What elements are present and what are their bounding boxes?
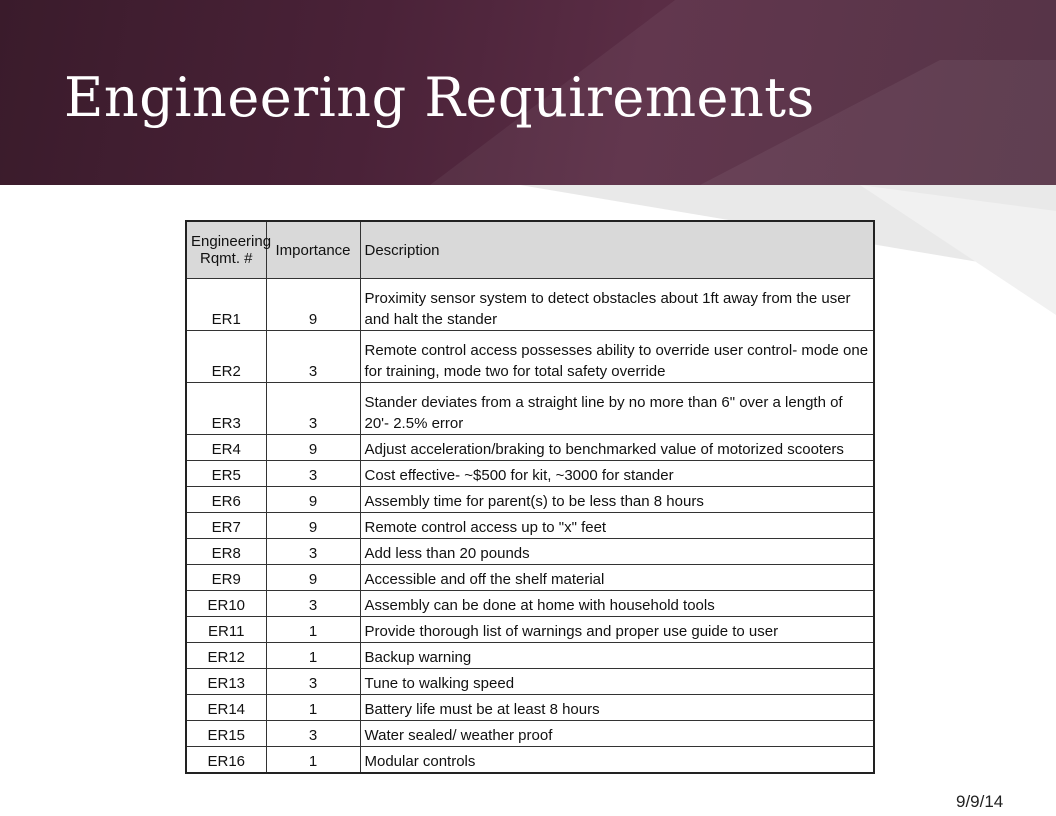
requirement-description: Provide thorough list of warnings and proper use guide to user bbox=[360, 617, 874, 643]
table-row bbox=[186, 331, 874, 383]
requirement-importance: 3 bbox=[266, 461, 360, 487]
requirement-description: Proximity sensor system to detect obstacles about 1ft away from the user and halt the stander bbox=[360, 279, 874, 331]
requirement-description: Add less than 20 pounds bbox=[360, 539, 874, 565]
table-row bbox=[186, 383, 874, 435]
requirement-importance: 1 bbox=[266, 695, 360, 721]
requirement-description: Backup warning bbox=[360, 643, 874, 669]
requirement-description: Remote control access up to "x" feet bbox=[360, 513, 874, 539]
requirement-id: ER9 bbox=[186, 565, 266, 591]
requirement-id: ER1 bbox=[186, 279, 266, 331]
header-row bbox=[186, 221, 874, 279]
requirement-description: Assembly can be done at home with household tools bbox=[360, 591, 874, 617]
table-row bbox=[186, 747, 874, 774]
requirement-id: ER5 bbox=[186, 461, 266, 487]
requirement-importance: 3 bbox=[266, 721, 360, 747]
requirement-importance: 3 bbox=[266, 591, 360, 617]
requirement-description: Cost effective- ~$500 for kit, ~3000 for stander bbox=[360, 461, 874, 487]
table-row bbox=[186, 669, 874, 695]
table-row bbox=[186, 487, 874, 513]
requirement-id: ER3 bbox=[186, 383, 266, 435]
requirement-description: Tune to walking speed bbox=[360, 669, 874, 695]
table-row bbox=[186, 695, 874, 721]
table-row bbox=[186, 721, 874, 747]
requirement-id: ER10 bbox=[186, 591, 266, 617]
requirement-id: ER14 bbox=[186, 695, 266, 721]
requirement-importance: 1 bbox=[266, 747, 360, 774]
requirement-importance: 3 bbox=[266, 383, 360, 435]
table-row bbox=[186, 461, 874, 487]
requirement-id: ER4 bbox=[186, 435, 266, 461]
requirement-importance: 3 bbox=[266, 669, 360, 695]
requirement-id: ER16 bbox=[186, 747, 266, 774]
requirements-table bbox=[185, 220, 875, 774]
requirement-id: ER6 bbox=[186, 487, 266, 513]
table-row bbox=[186, 539, 874, 565]
requirement-importance: 9 bbox=[266, 487, 360, 513]
requirement-id: ER7 bbox=[186, 513, 266, 539]
requirement-importance: 9 bbox=[266, 279, 360, 331]
requirement-description: Assembly time for parent(s) to be less than 8 hours bbox=[360, 487, 874, 513]
header-requirement-id: Engineering Rqmt. # bbox=[186, 221, 266, 279]
requirement-importance: 3 bbox=[266, 539, 360, 565]
requirement-id: ER11 bbox=[186, 617, 266, 643]
requirement-id: ER8 bbox=[186, 539, 266, 565]
requirement-importance: 9 bbox=[266, 565, 360, 591]
requirement-description: Remote control access possesses ability to override user control- mode one for training, mode two for total safety override bbox=[360, 331, 874, 383]
table-row bbox=[186, 591, 874, 617]
requirement-id: ER12 bbox=[186, 643, 266, 669]
requirement-description: Battery life must be at least 8 hours bbox=[360, 695, 874, 721]
slide-date: 9/9/14 bbox=[956, 792, 1004, 811]
slide-title: Engineering Requirements bbox=[64, 66, 815, 129]
table-row bbox=[186, 565, 874, 591]
header-importance: Importance bbox=[266, 221, 360, 279]
title-banner bbox=[0, 0, 1056, 185]
requirement-importance: 9 bbox=[266, 513, 360, 539]
requirement-id: ER15 bbox=[186, 721, 266, 747]
requirement-description: Modular controls bbox=[360, 747, 874, 774]
requirement-description: Water sealed/ weather proof bbox=[360, 721, 874, 747]
requirement-description: Adjust acceleration/braking to benchmarked value of motorized scooters bbox=[360, 435, 874, 461]
requirement-importance: 1 bbox=[266, 643, 360, 669]
table-row bbox=[186, 643, 874, 669]
requirement-id: ER2 bbox=[186, 331, 266, 383]
requirement-importance: 3 bbox=[266, 331, 360, 383]
header-description: Description bbox=[360, 221, 874, 279]
table-row bbox=[186, 435, 874, 461]
table-row bbox=[186, 617, 874, 643]
requirement-description: Accessible and off the shelf material bbox=[360, 565, 874, 591]
requirement-id: ER13 bbox=[186, 669, 266, 695]
requirement-importance: 9 bbox=[266, 435, 360, 461]
table-row bbox=[186, 279, 874, 331]
table-row bbox=[186, 513, 874, 539]
requirement-description: Stander deviates from a straight line by no more than 6" over a length of 20'- 2.5% error bbox=[360, 383, 874, 435]
requirement-importance: 1 bbox=[266, 617, 360, 643]
